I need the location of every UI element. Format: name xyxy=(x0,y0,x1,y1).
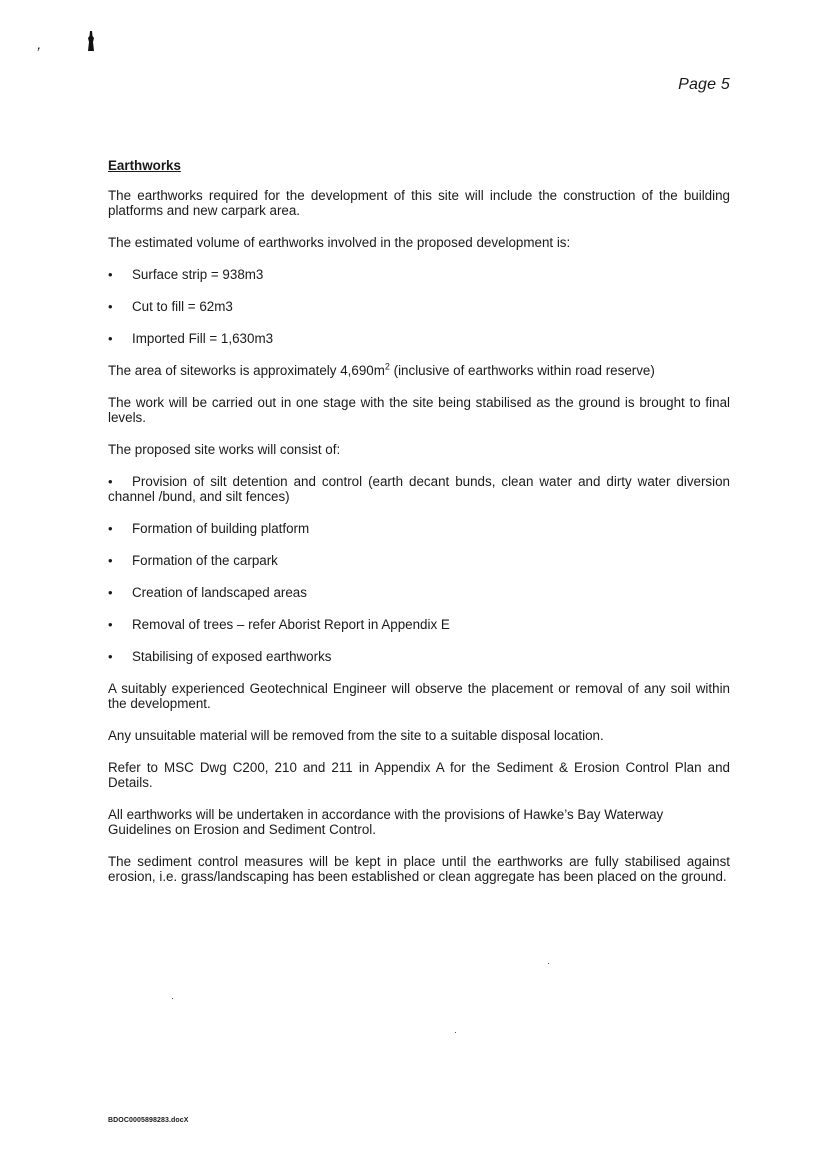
list-item-text: Formation of the carpark xyxy=(132,553,278,568)
refer-paragraph: Refer to MSC Dwg C200, 210 and 211 in Appendix A for the Sediment & Erosion Control Plan and Details. xyxy=(108,760,730,790)
area-text-continued: (inclusive of earthworks within road reserve) xyxy=(389,363,655,378)
stage-paragraph: The work will be carried out in one stage with the site being stabilised as the ground is brought to final levels. xyxy=(108,395,730,425)
bullet-icon: • xyxy=(108,267,113,282)
intro-paragraph: The earthworks required for the development of this site will include the construction of the building platforms and new carpark area. xyxy=(108,188,730,218)
list-item-text: Removal of trees – refer Aborist Report in Appendix E xyxy=(132,617,450,632)
scan-mark-glyph xyxy=(87,30,95,52)
bullet-icon: • xyxy=(108,553,113,568)
list-item xyxy=(108,331,730,346)
list-item-text: Surface strip = 938m3 xyxy=(132,267,264,282)
volume-list xyxy=(108,267,730,346)
bullet-icon: • xyxy=(108,331,113,346)
list-item xyxy=(108,585,730,600)
bullet-icon: • xyxy=(108,521,113,536)
list-item-text: Provision of silt detention and control (earth decant bunds, clean water and dirty water diversion channel /bund, and silt fences) xyxy=(108,474,730,504)
list-item-text: Formation of building platform xyxy=(132,521,310,536)
list-item xyxy=(108,299,730,314)
scan-speck xyxy=(548,963,549,964)
list-item-text: Stabilising of exposed earthworks xyxy=(132,649,332,664)
list-item xyxy=(108,617,730,632)
document-code: BDOC0005898283.docX xyxy=(108,1117,189,1124)
scan-mark: , xyxy=(35,36,45,52)
geotech-paragraph: A suitably experienced Geotechnical Engineer will observe the placement or removal of any soil within the development. xyxy=(108,681,730,711)
list-item xyxy=(108,521,730,536)
list-item xyxy=(108,649,730,664)
scan-speck xyxy=(172,998,173,999)
sediment-paragraph: The sediment control measures will be kept in place until the earthworks are fully stabilised against erosion, i.e. grass/landscaping has been established or clean aggregate has been placed on the ground. xyxy=(108,854,730,884)
list-item-text: Creation of landscaped areas xyxy=(132,585,307,600)
page-number: Page 5 xyxy=(678,76,730,93)
section-heading: Earthworks xyxy=(108,158,181,173)
works-intro: The proposed site works will consist of: xyxy=(108,442,341,457)
list-item xyxy=(108,553,730,568)
bullet-icon: • xyxy=(108,299,113,314)
scan-speck xyxy=(455,1032,456,1033)
list-item xyxy=(108,474,730,504)
unsuitable-paragraph: Any unsuitable material will be removed from the site to a suitable disposal location. xyxy=(108,728,604,743)
bullet-icon: • xyxy=(108,585,113,600)
document-body xyxy=(108,158,730,901)
bullet-icon: • xyxy=(108,474,113,489)
works-list xyxy=(108,521,730,664)
bullet-icon: • xyxy=(108,649,113,664)
area-paragraph xyxy=(108,363,730,378)
area-text: The area of siteworks is approximately 4,690m xyxy=(108,363,385,378)
list-item xyxy=(108,267,730,282)
accordance-paragraph: All earthworks will be undertaken in accordance with the provisions of Hawke’s Bay Waterway Guidelines on Erosion and Sediment Control. xyxy=(108,807,664,837)
list-item-text: Imported Fill = 1,630m3 xyxy=(132,331,274,346)
area-superscript: 2 xyxy=(384,361,390,372)
bullet-icon: • xyxy=(108,617,113,632)
volume-intro: The estimated volume of earthworks involved in the proposed development is: xyxy=(108,235,571,250)
list-item-text: Cut to fill = 62m3 xyxy=(132,299,233,314)
